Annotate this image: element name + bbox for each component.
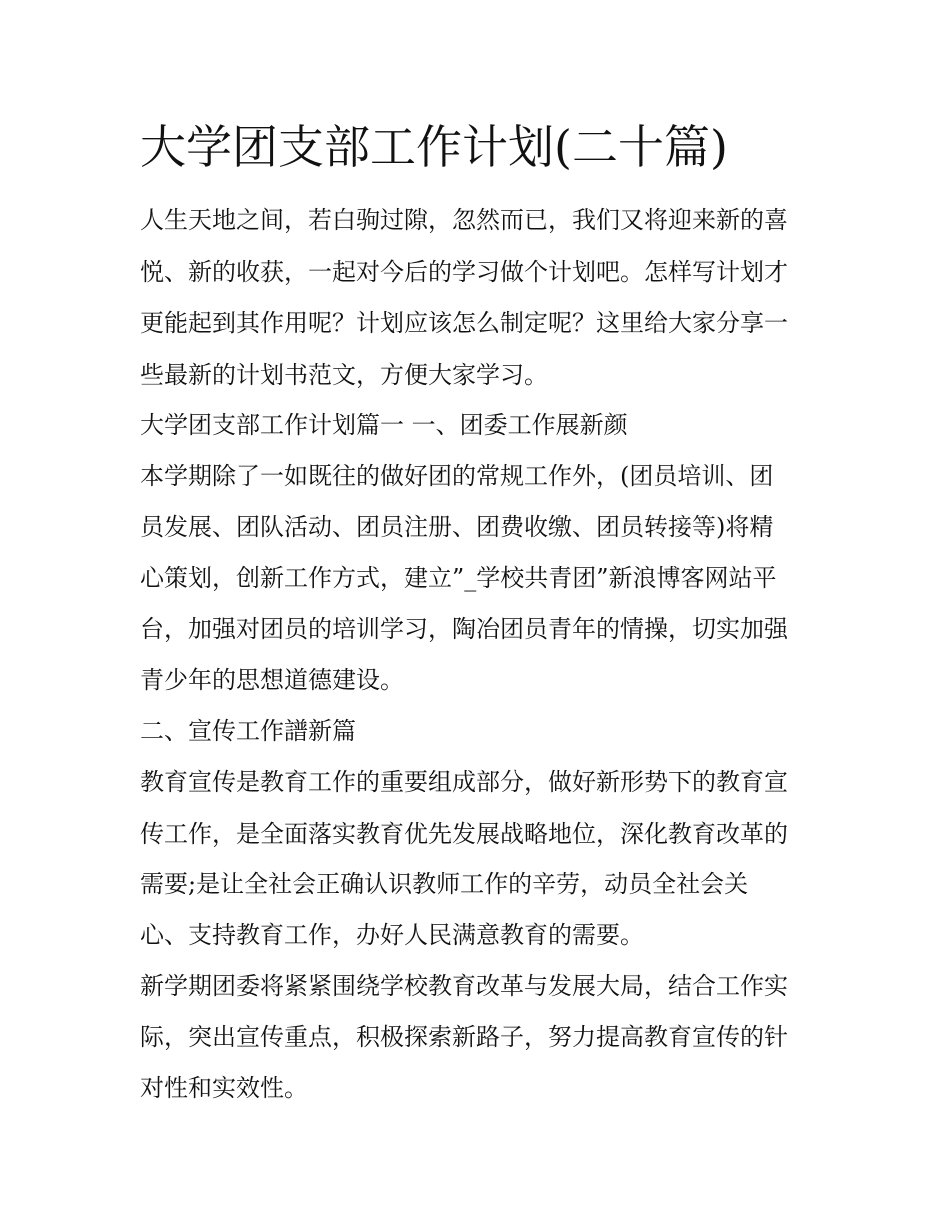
text-line: 人生天地之间，若白驹过隙，忽然而已，我们又将迎来新的喜 bbox=[140, 206, 788, 234]
text-line: 教育宣传是教育工作的重要组成部分，做好新形势下的教育宣 bbox=[140, 768, 788, 796]
text-line: 悦、新的收获，一起对今后的学习做个计划吧。怎样写计划才 bbox=[140, 258, 788, 286]
section-heading: 大学团支部工作计划篇一 一、团委工作展新颜 bbox=[140, 411, 628, 439]
text-line: 员发展、团队活动、团员注册、团费收缴、团员转接等)将精 bbox=[140, 513, 774, 541]
text-line: 心策划，创新工作方式，建立”_学校共青团”新浪博客网站平 bbox=[140, 564, 777, 592]
text-line: 传工作，是全面落实教育优先发展战略地位，深化教育改革的 bbox=[140, 820, 788, 848]
text-line: 需要;是让全社会正确认识教师工作的辛劳，动员全社会关 bbox=[140, 870, 749, 898]
text-line: 些最新的计划书范文，方便大家学习。 bbox=[140, 361, 548, 389]
text-line: 更能起到其作用呢？计划应该怎么制定呢？这里给大家分享一 bbox=[140, 309, 788, 337]
section-heading: 二、宣传工作譜新篇 bbox=[140, 717, 356, 745]
text-line: 新学期团委将紧紧围绕学校教育改革与发展大局，结合工作实 bbox=[140, 972, 788, 1000]
text-line: 心、支持教育工作，办好人民满意教育的需要。 bbox=[140, 921, 644, 949]
document-title: 大学团支部工作计划(二十篇) bbox=[140, 120, 728, 174]
text-line: 对性和实效性。 bbox=[140, 1074, 308, 1102]
text-line: 青少年的思想道德建设。 bbox=[140, 666, 404, 694]
text-line: 台，加强对团员的培训学习，陶冶团员青年的情操，切实加强 bbox=[140, 615, 788, 643]
text-line: 际，突出宣传重点，积极探索新路子，努力提高教育宣传的针 bbox=[140, 1023, 788, 1051]
text-line: 本学期除了一如既往的做好团的常规工作外，(团员培训、团 bbox=[140, 462, 774, 490]
